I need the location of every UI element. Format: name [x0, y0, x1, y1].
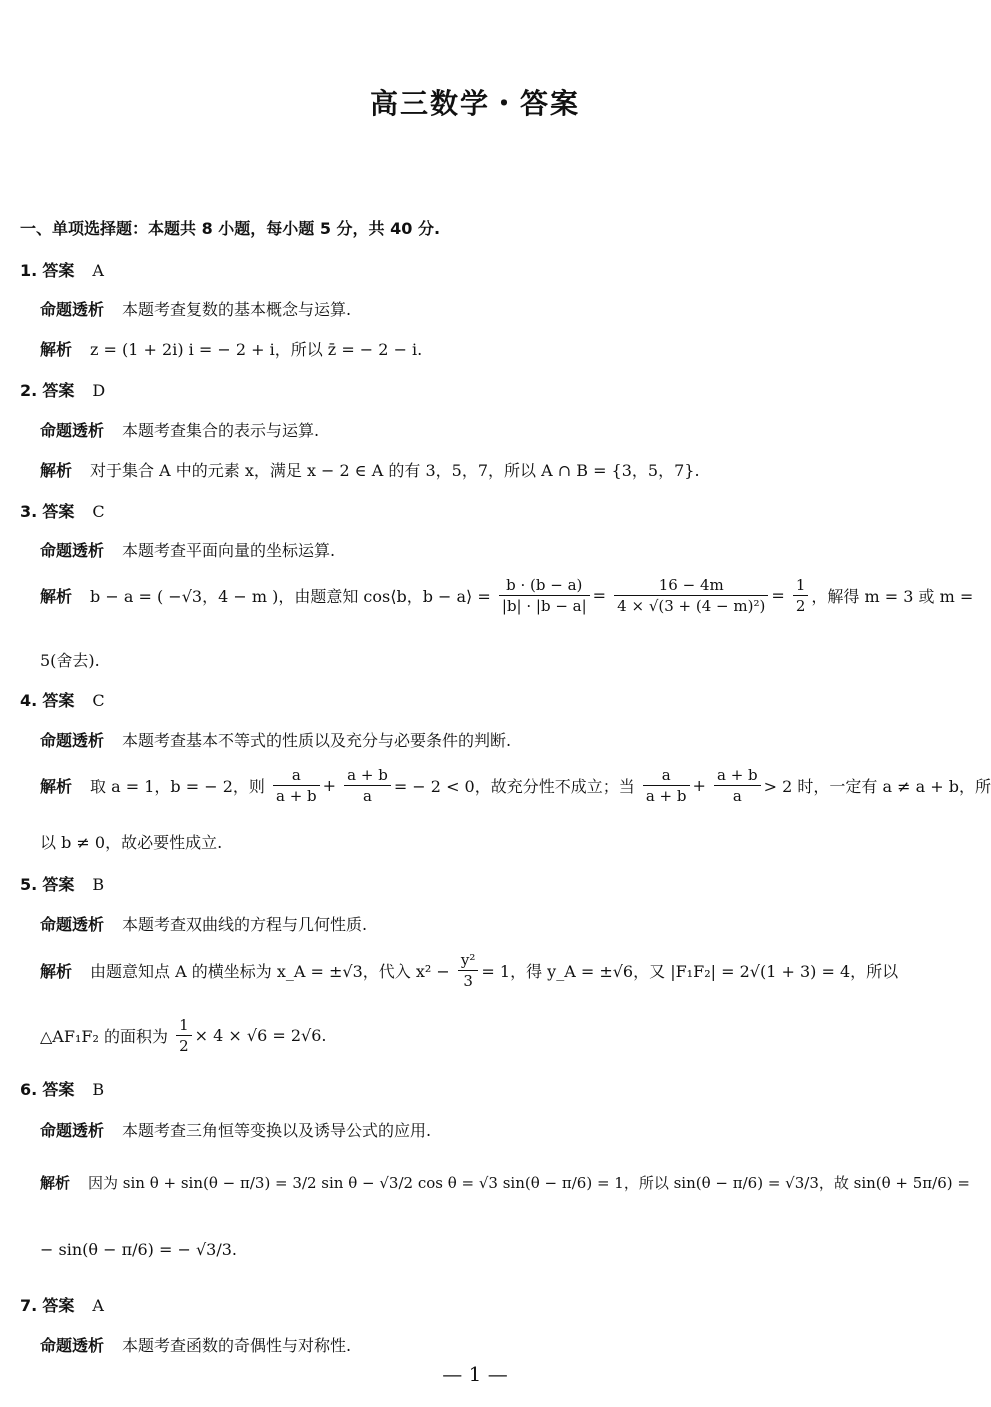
question-5-answer: 5. 答案 B — [20, 875, 105, 894]
fraction: $\frac{a + b}{a}$ — [714, 765, 761, 806]
fraction: $\frac{a + b}{a}$ — [344, 765, 391, 806]
question-2-intent: 命题透析 本题考查集合的表示与运算. — [40, 421, 320, 440]
fraction: $\frac{b \cdot (b - a)}{|b| \cdot |b - a|}$ — [499, 575, 590, 616]
question-1-analysis: 解析 z = (1 + 2i) i = − 2 + i，所以 z̄ = − 2 − i. — [40, 340, 423, 359]
question-6-intent: 命题透析 本题考查三角恒等变换以及诱导公式的应用. — [40, 1121, 432, 1140]
question-7-answer: 7. 答案 A — [20, 1296, 104, 1315]
question-6-answer: 6. 答案 B — [20, 1080, 105, 1099]
fraction: $\frac{\text{y²}}{3}$ — [458, 950, 479, 991]
page-title: 高三数学・答案 — [369, 87, 580, 120]
fraction: $\frac{a}{a + b}$ — [643, 765, 690, 806]
question-5-intent: 命题透析 本题考查双曲线的方程与几何性质. — [40, 915, 368, 934]
question-6-analysis: 解析 因为 sin θ + sin(θ − π/3) = 3/2 sin θ − √3/2 cos θ = √3 sin(θ − π/6) = 1，所以 sin(θ − π/6) = √3/3，故 sin(θ + 5π/6) = — [40, 1174, 970, 1192]
question-7-intent: 命题透析 本题考查函数的奇偶性与对称性. — [40, 1336, 352, 1355]
question-3-intent: 命题透析 本题考查平面向量的坐标运算. — [40, 541, 336, 560]
question-2-analysis: 解析 对于集合 A 中的元素 x，满足 x − 2 ∈ A 的有 3，5，7，所以 A ∩ B = {3，5，7}. — [40, 461, 700, 480]
question-4-answer: 4. 答案 C — [20, 691, 105, 710]
fraction: $\frac{a}{a + b}$ — [273, 765, 320, 806]
question-4-analysis-cont: 以 b ≠ 0，故必要性成立. — [40, 833, 223, 852]
fraction: $\frac{16 - 4m}{\text{4 × √(3 + (4 − m)²)}}$ — [614, 575, 768, 616]
question-1-answer: 1. 答案 A — [20, 261, 104, 280]
question-1-intent: 命题透析 本题考查复数的基本概念与运算. — [40, 300, 352, 319]
fraction: $\frac{1}{2}$ — [793, 575, 809, 616]
question-3-analysis: 解析 b − a = ( −√3，4 − m )，由题意知 cos⟨b，b − a⟩ = $\frac{b \cdot (b - a)}{|b| \cdot |b - a|}$ = $\frac{16 - 4m}{\text{4 × √(3 + (4 − m)²)}}$ = $\frac{1}{2}$ ，解得 m = 3 或 m = — [40, 576, 974, 615]
question-3-answer: 3. 答案 C — [20, 502, 105, 521]
fraction: $\frac{1}{2}$ — [176, 1015, 192, 1056]
section-heading: 一、单项选择题：本题共 8 小题，每小题 5 分，共 40 分. — [20, 219, 441, 238]
question-2-answer: 2. 答案 D — [20, 381, 106, 400]
question-5-analysis-cont: △AF₁F₂ 的面积为 $\frac{1}{2}$ × 4 × √6 = 2√6. — [40, 1016, 327, 1055]
question-4-intent: 命题透析 本题考查基本不等式的性质以及充分与必要条件的判断. — [40, 731, 512, 750]
question-4-analysis: 解析 取 a = 1，b = − 2，则 $\frac{a}{a + b}$ + $\frac{a + b}{a}$ = − 2 < 0，故充分性不成立；当 $\frac{a}{a + b}$ + $\frac{a + b}{a}$ > 2 时，一定有 a ≠ a + b，所 — [40, 766, 991, 805]
question-6-analysis-cont: − sin(θ − π/6) = − √3/3. — [40, 1240, 238, 1259]
question-3-analysis-cont: 5(舍去). — [40, 651, 100, 670]
page-number: — 1 — — [442, 1362, 508, 1386]
question-5-analysis: 解析 由题意知点 A 的横坐标为 x_A = ±√3，代入 x² − $\frac{\text{y²}}{3}$ = 1，得 y_A = ±√6，又 |F₁F₂| = 2√(1 + 3) = 4，所以 — [40, 951, 899, 990]
